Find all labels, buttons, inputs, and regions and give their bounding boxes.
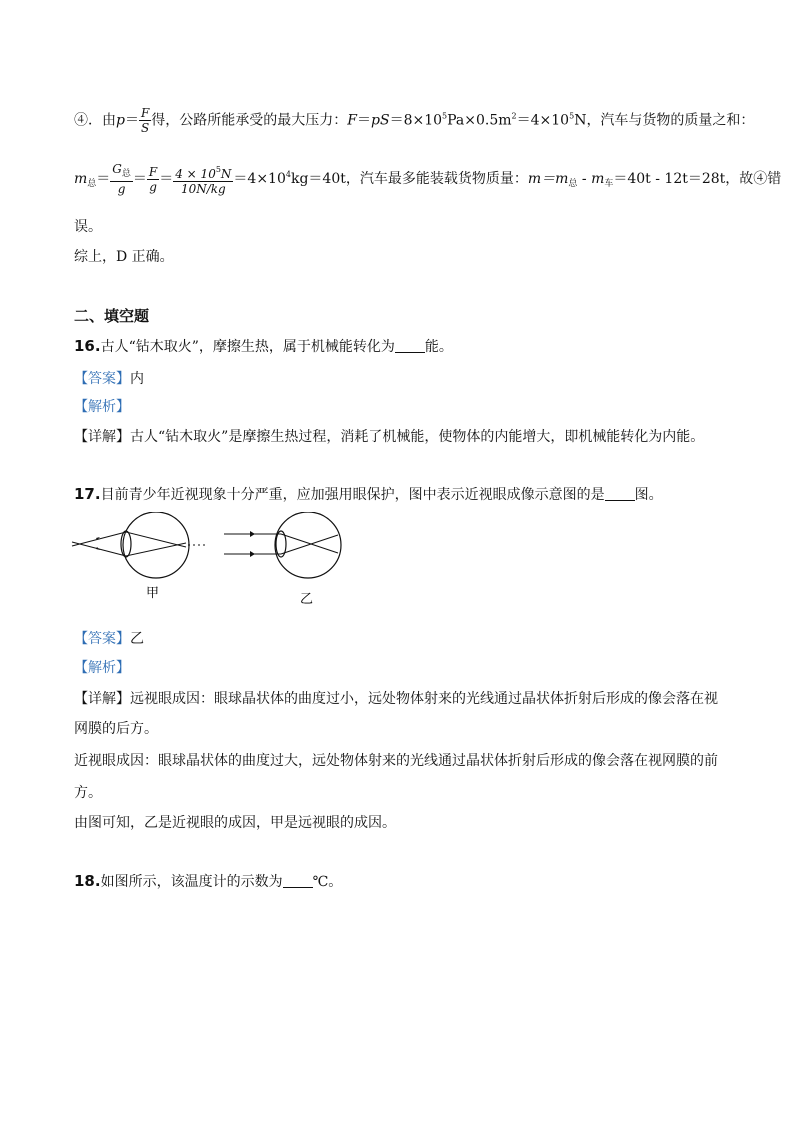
subscript: 车 (604, 179, 614, 189)
item4-mid-text: 得，公路所能承受的最大压力： (151, 112, 348, 129)
subscript: 总 (568, 179, 578, 189)
q16-answer (74, 368, 144, 388)
expr-part: ＝4×10 (516, 112, 570, 129)
eye-jia (72, 512, 206, 601)
expr-part: ＝40t - 12t＝28t，故④错 (613, 171, 782, 187)
section-heading: 二、填空题 (74, 307, 150, 325)
exponent: 5 (215, 164, 221, 174)
question-text: ℃。 (312, 874, 343, 890)
expr-part: ＝8×10 (389, 112, 443, 129)
solution-item4-line2 (74, 162, 781, 196)
exponent: 5 (442, 111, 448, 121)
var-p: p (116, 112, 125, 129)
fraction-numerator: 4 × 10 (175, 166, 216, 181)
fraction-denominator: 10N/kg (173, 181, 233, 196)
expr-m: m＝m (527, 171, 569, 187)
fraction-numerator: F (140, 106, 150, 120)
answer-tag: 【答案】 (74, 371, 130, 387)
subscript: 总 (121, 169, 131, 179)
detail-tag: 【详解】 (74, 429, 130, 445)
question-text: 图。 (634, 487, 663, 503)
question-text: 目前青少年近视现象十分严重，应加强用眼保护，图中表示近视眼成像示意图的是 (100, 487, 605, 503)
answer-tag: 【答案】 (74, 631, 130, 647)
q16-detail (74, 426, 704, 446)
question-16 (74, 336, 453, 356)
analysis-tag: 【解析】 (74, 399, 130, 415)
question-18 (74, 871, 342, 891)
fraction-denominator: S (139, 120, 151, 135)
label-jia: 甲 (146, 586, 160, 601)
answer-text: 乙 (130, 631, 144, 647)
answer-blank (605, 488, 635, 501)
fraction-numerator: F (148, 164, 158, 179)
expr-minus-m: - m (577, 171, 605, 187)
q17-detail-line5: 由图可知，乙是近视眼的成因，甲是远视眼的成因。 (74, 815, 396, 831)
expr-part: Pa×0.5m (447, 112, 512, 129)
light-ray (281, 534, 338, 553)
subscript: 总 (87, 179, 97, 189)
q17-detail-line4: 方。 (74, 785, 102, 801)
eye-yi (224, 512, 341, 607)
expr-part: ＝4×10 (233, 171, 286, 187)
expr-part: N，汽车与货物的质量之和： (574, 112, 755, 129)
expr-part: kg＝40t，汽车最多能装载货物质量： (290, 171, 528, 187)
answer-blank (283, 875, 313, 888)
q17-detail-line3: 近视眼成因：眼球晶状体的曲度过大，远处物体射来的光线通过晶状体折射后形成的像会落在视网膜的前 (74, 753, 718, 769)
q17-answer (74, 628, 144, 648)
question-text: 如图所示，该温度计的示数为 (100, 874, 283, 890)
fraction-unit: N (220, 166, 232, 181)
q16-analysis (74, 396, 130, 416)
equals-sign: ＝ (96, 171, 111, 187)
item4-prefix: ④．由 (74, 112, 116, 129)
fraction-denominator: g (147, 179, 159, 194)
equals-sign: ＝ (124, 112, 139, 129)
question-number: 16. (74, 337, 101, 355)
arrow-head (96, 547, 100, 550)
question-number: 18. (74, 872, 101, 890)
eye-diagram (60, 512, 360, 612)
question-17 (74, 484, 663, 504)
q17-detail-line2: 网膜的后方。 (74, 721, 158, 737)
label-yi: 乙 (300, 592, 314, 607)
fraction-F-over-S (139, 106, 151, 135)
fraction-numerator: G (112, 162, 122, 176)
answer-blank (395, 340, 425, 353)
fraction-denominator: g (110, 181, 133, 196)
exponent: 4 (285, 170, 291, 179)
question-text: 古人“钻木取火”，摩擦生热，属于机械能转化为 (100, 339, 395, 355)
equals-sign: ＝ (159, 171, 174, 187)
detail-text: 古人“钻木取火”是摩擦生热过程，消耗了机械能，使物体的内能增大，即机械能转化为内能。 (130, 429, 705, 445)
fraction-numeric (173, 163, 233, 196)
question-text: 能。 (424, 339, 453, 355)
q17-analysis (74, 657, 130, 677)
equals-sign: ＝ (357, 112, 372, 129)
arrow-head (250, 551, 255, 557)
light-ray (126, 543, 186, 556)
fraction-G-over-g (110, 162, 133, 196)
fraction-F-over-g (147, 165, 159, 194)
solution-conclusion: 综上，D 正确。 (74, 249, 174, 265)
analysis-tag: 【解析】 (74, 660, 130, 676)
var-F: F (347, 112, 358, 129)
equals-sign: ＝ (132, 171, 147, 187)
var-m: m (74, 171, 88, 187)
light-ray (281, 535, 338, 554)
exponent: 2 (511, 111, 517, 121)
var-pS: pS (371, 112, 390, 129)
detail-tag: 【详解】 (74, 691, 130, 707)
answer-text: 内 (130, 371, 144, 387)
detail-text: 远视眼成因：眼球晶状体的曲度过小，远处物体射来的光线通过晶状体折射后形成的像会落在视 (130, 691, 718, 707)
question-number: 17. (74, 485, 101, 503)
exponent: 5 (569, 111, 575, 121)
q17-detail-line1 (74, 688, 718, 708)
solution-item4-line1 (74, 106, 754, 135)
solution-item4-line3: 误。 (74, 219, 102, 235)
arrow-head (250, 531, 255, 537)
